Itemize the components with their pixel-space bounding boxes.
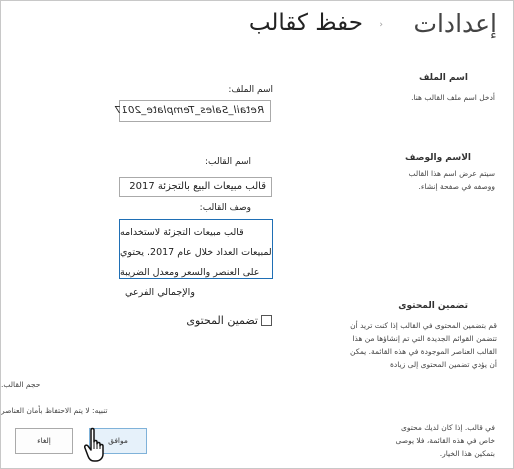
file-name-description: أدخل اسم ملف القالب هنا.: [411, 93, 495, 102]
template-size-note: حجم القالب.: [1, 380, 41, 389]
ok-button[interactable]: موافق: [89, 428, 147, 454]
include-content-label: تضمين المحتوى: [186, 314, 258, 327]
name-description-text: سيتم عرض اسم هذا القالب ووصفه في صفحة إنشاء.: [408, 169, 495, 191]
template-description-value: قالب مبيعات التجزئة لاستخدامه لمبيعات العداد خلال عام 2017. يحتوي على العنصر والسعر ومعدل الضريبة والإجمالي الفرعي: [120, 227, 272, 298]
template-description-textarea[interactable]: [119, 219, 273, 298]
file-name-heading: اسم الملف: [418, 73, 468, 83]
template-name-label: اسم القالب:: [204, 157, 251, 167]
private-content-note: في قالب. إذا كان لديك محتوى خاص في هذه القائمة، فلا يوصى بتمكين هذا الخيار.: [395, 423, 495, 458]
cancel-button[interactable]: إلغاء: [15, 428, 73, 454]
page-subtitle: حفظ كقالب: [248, 10, 363, 36]
breadcrumb-separator-icon: ›: [379, 20, 383, 30]
template-description-label: وصف القالب:: [199, 203, 251, 213]
file-name-label: اسم الملف:: [228, 85, 273, 95]
include-content-checkbox[interactable]: [261, 315, 272, 326]
template-name-input[interactable]: [119, 177, 272, 197]
include-content-option[interactable]: [186, 314, 272, 327]
item-security-warning: تنبيه: لا يتم الاحتفاظ بأمان العناصر: [1, 406, 108, 415]
include-content-description: قم بتضمين المحتوى في القالب إذا كنت تريد أن تتضمن القوائم الجديدة التي تم إنشاؤها من هذا القالب العناصر الموجودة في هذه القائمة. يمكن أن يؤدي تضمين المحتوى إلى زيادة: [349, 321, 497, 369]
page-title: إعدادات: [413, 9, 497, 38]
hand-pointer-icon: [84, 427, 110, 463]
template-name-value: قالب مبيعات البيع بالتجزئة 2017: [129, 181, 266, 192]
file-name-input[interactable]: [114, 100, 271, 122]
name-description-heading: الاسم والوصف: [405, 153, 471, 163]
file-name-value: Retail_Sales_Template_2017: [114, 105, 264, 116]
include-content-heading: تضمين المحتوى: [398, 301, 468, 311]
